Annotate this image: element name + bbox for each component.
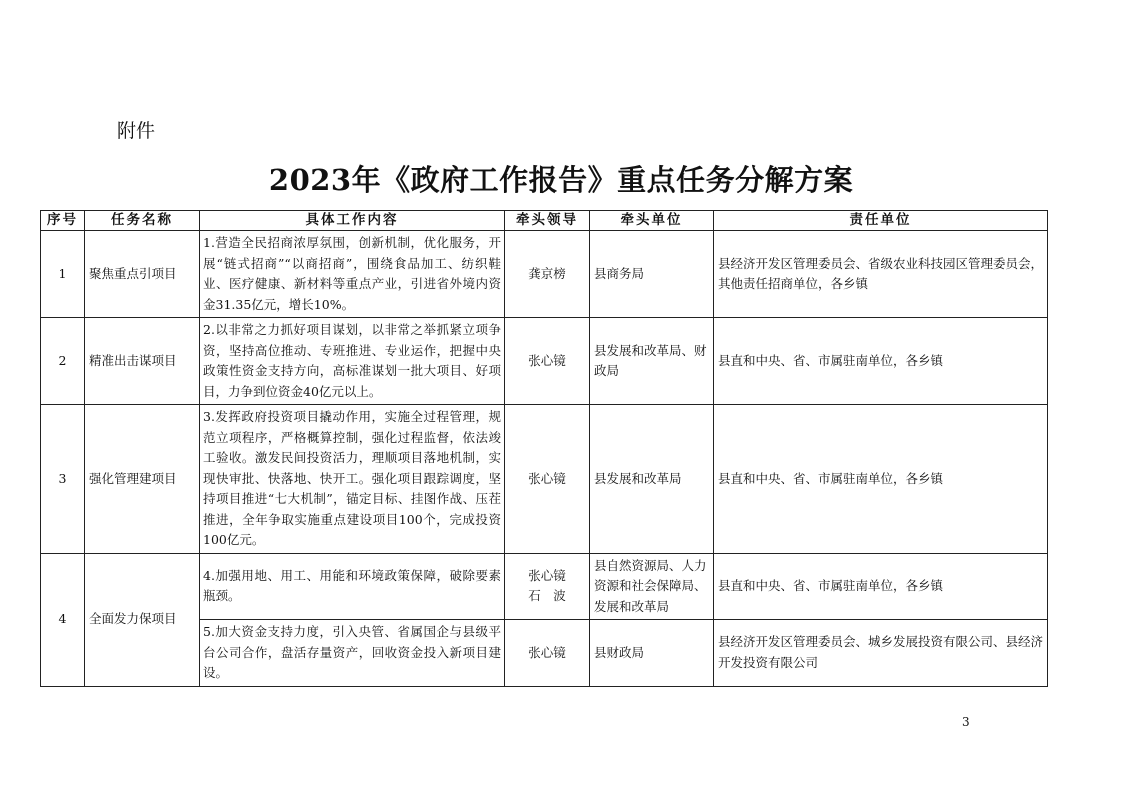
header-lead-unit: 牵头单位 xyxy=(590,211,714,231)
header-no: 序号 xyxy=(41,211,85,231)
row-lead-unit: 县发展和改革局 xyxy=(590,405,714,554)
page-number: 3 xyxy=(962,715,970,729)
row-task: 全面发力保项目 xyxy=(85,553,200,686)
row-leader: 张心镜 xyxy=(505,620,590,687)
row-resp-units: 县经济开发区管理委员会、城乡发展投资有限公司、县经济开发投资有限公司 xyxy=(714,620,1048,687)
row-content: 2.以非常之力抓好项目谋划，以非常之举抓紧立项争资，坚持高位推动、专班推进、专业运作，把握中央政策性资金支持方向，高标准谋划一批大项目、好项目，力争到位资金40亿元以上。 xyxy=(200,318,505,405)
row-no: 3 xyxy=(41,405,85,554)
row-resp-units: 县直和中央、省、市属驻南单位，各乡镇 xyxy=(714,405,1048,554)
row-leader: 张心镜 xyxy=(505,318,590,405)
header-content: 具体工作内容 xyxy=(200,211,505,231)
header-leader: 牵头领导 xyxy=(505,211,590,231)
row-leader: 张心镜 石 波 xyxy=(505,553,590,620)
table-row xyxy=(41,231,1048,318)
row-no: 2 xyxy=(41,318,85,405)
row-lead-unit: 县自然资源局、人力资源和社会保障局、发展和改革局 xyxy=(590,553,714,620)
row-content: 1.营造全民招商浓厚氛围，创新机制，优化服务，开展“链式招商”“以商招商”，围绕食品加工、纺织鞋业、医疗健康、新材料等重点产业，引进省外境内资金31.35亿元，增长10%。 xyxy=(200,231,505,318)
row-lead-unit: 县商务局 xyxy=(590,231,714,318)
task-table xyxy=(40,210,1048,687)
row-lead-unit: 县财政局 xyxy=(590,620,714,687)
table-header-row xyxy=(41,211,1048,231)
table-row xyxy=(41,553,1048,620)
row-leader: 张心镜 xyxy=(505,405,590,554)
table-row xyxy=(41,405,1048,554)
row-no: 4 xyxy=(41,553,85,686)
row-resp-units: 县经济开发区管理委员会、省级农业科技园区管理委员会，其他责任招商单位，各乡镇 xyxy=(714,231,1048,318)
row-task: 精准出击谋项目 xyxy=(85,318,200,405)
header-task: 任务名称 xyxy=(85,211,200,231)
table-row xyxy=(41,318,1048,405)
attachment-label: 附件 xyxy=(117,120,156,142)
row-task: 聚焦重点引项目 xyxy=(85,231,200,318)
row-resp-units: 县直和中央、省、市属驻南单位，各乡镇 xyxy=(714,553,1048,620)
row-content: 5.加大资金支持力度，引入央管、省属国企与县级平台公司合作，盘活存量资产，回收资金投入新项目建设。 xyxy=(200,620,505,687)
document-title: 2023年《政府工作报告》重点任务分解方案 xyxy=(268,163,854,197)
row-resp-units: 县直和中央、省、市属驻南单位，各乡镇 xyxy=(714,318,1048,405)
row-task: 强化管理建项目 xyxy=(85,405,200,554)
row-content: 3.发挥政府投资项目撬动作用，实施全过程管理，规范立项程序，严格概算控制，强化过程监督，依法竣工验收。激发民间投资活力，理顺项目落地机制，实现快审批、快落地、快开工。强化项目跟踪调度，坚持项目推进“七大机制”，锚定目标、挂图作战、压茬推进，全年争取实施重点建设项目100个，完成投资100亿元。 xyxy=(200,405,505,554)
row-leader: 龚京榜 xyxy=(505,231,590,318)
header-resp-units: 责任单位 xyxy=(714,211,1048,231)
row-content: 4.加强用地、用工、用能和环境政策保障，破除要素瓶颈。 xyxy=(200,553,505,620)
row-lead-unit: 县发展和改革局、财政局 xyxy=(590,318,714,405)
row-no: 1 xyxy=(41,231,85,318)
